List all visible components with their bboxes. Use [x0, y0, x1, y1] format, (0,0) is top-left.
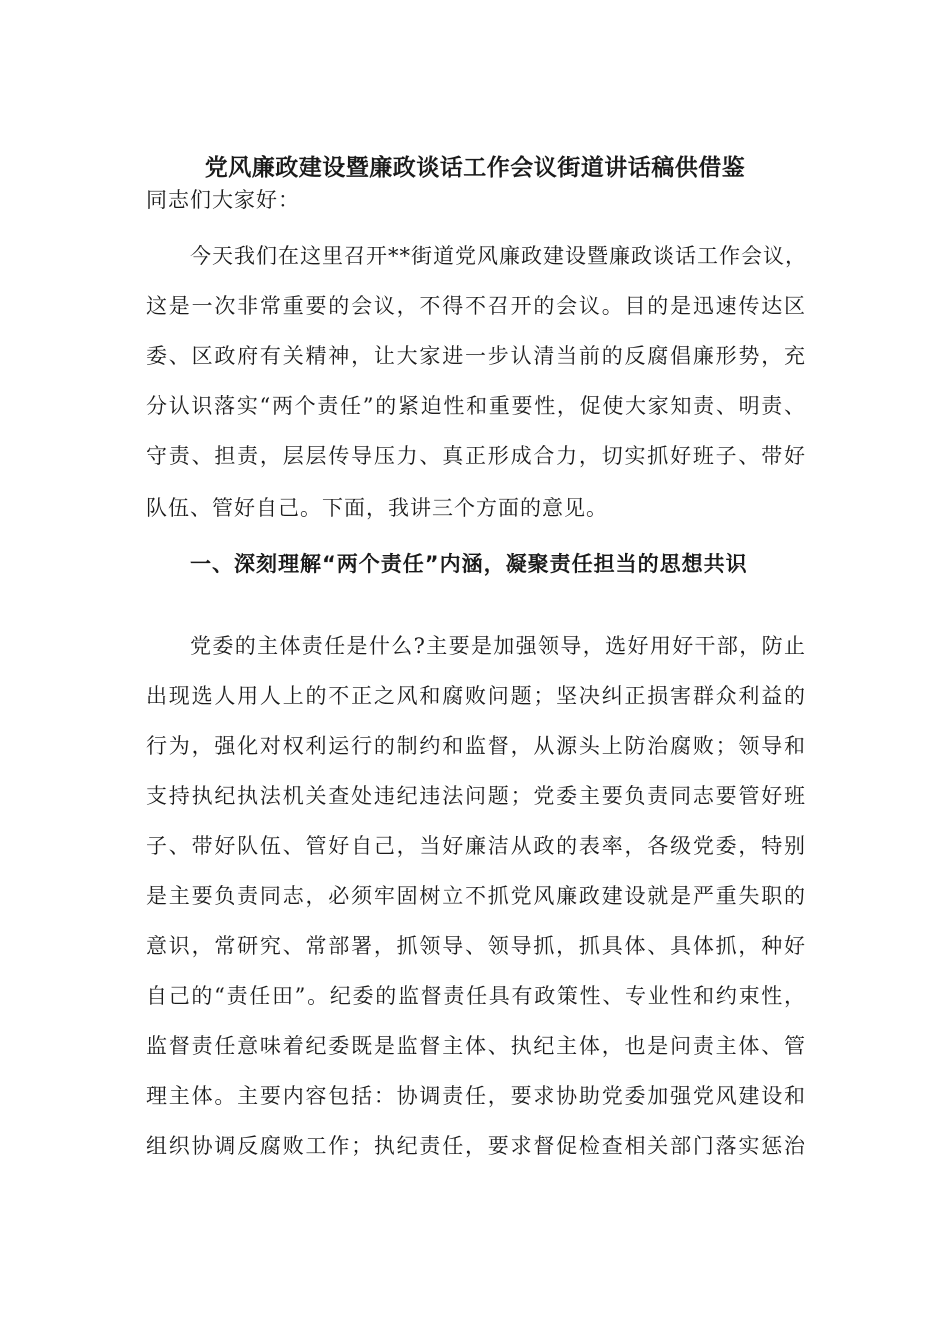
greeting: 同志们大家好： [146, 188, 300, 212]
paragraph-2-line: 理主体。主要内容包括：协调责任，要求协助党委加强党风建设和 [146, 1084, 806, 1108]
paragraph-1-line: 这是一次非常重要的会议，不得不召开的会议。目的是迅速传达区 [146, 294, 806, 318]
section-heading: 一、深刻理解“两个责任”内涵，凝聚责任担当的思想共识 [190, 552, 748, 576]
paragraph-1-line: 委、区政府有关精神，让大家进一步认清当前的反腐倡廉形势，充 [146, 344, 806, 368]
paragraph-2-line: 意识，常研究、常部署，抓领导、领导抓，抓具体、具体抓，种好 [146, 934, 806, 958]
paragraph-2-line: 行为，强化对权利运行的制约和监督，从源头上防治腐败；领导和 [146, 734, 806, 758]
paragraph-1-line: 守责、担责，层层传导压力、真正形成合力，切实抓好班子、带好 [146, 444, 806, 468]
paragraph-2-line: 监督责任意味着纪委既是监督主体、执纪主体，也是问责主体、管 [146, 1034, 806, 1058]
paragraph-2-line: 是主要负责同志，必须牢固树立不抓党风廉政建设就是严重失职的 [146, 884, 806, 908]
paragraph-1-line: 分认识落实“两个责任”的紧迫性和重要性，促使大家知责、明责、 [146, 394, 806, 418]
paragraph-2-line: 出现选人用人上的不正之风和腐败问题；坚决纠正损害群众利益的 [146, 684, 806, 708]
paragraph-2-line: 党委的主体责任是什么?主要是加强领导，选好用好干部，防止 [190, 634, 806, 658]
paragraph-1-line: 今天我们在这里召开**街道党风廉政建设暨廉政谈话工作会议， [190, 244, 807, 268]
paragraph-2-line: 子、带好队伍、管好自己，当好廉洁从政的表率，各级党委，特别 [146, 834, 806, 858]
paragraph-2-line: 支持执纪执法机关查处违纪违法问题；党委主要负责同志要管好班 [146, 784, 806, 808]
paragraph-1-line: 队伍、管好自己。下面，我讲三个方面的意见。 [146, 496, 608, 520]
paragraph-2-line: 自己的“责任田”。纪委的监督责任具有政策性、专业性和约束性， [146, 984, 806, 1008]
paragraph-2-line: 组织协调反腐败工作；执纪责任，要求督促检查相关部门落实惩治 [146, 1134, 806, 1158]
document-title: 党风廉政建设暨廉政谈话工作会议街道讲话稿供借鉴 [204, 155, 746, 181]
